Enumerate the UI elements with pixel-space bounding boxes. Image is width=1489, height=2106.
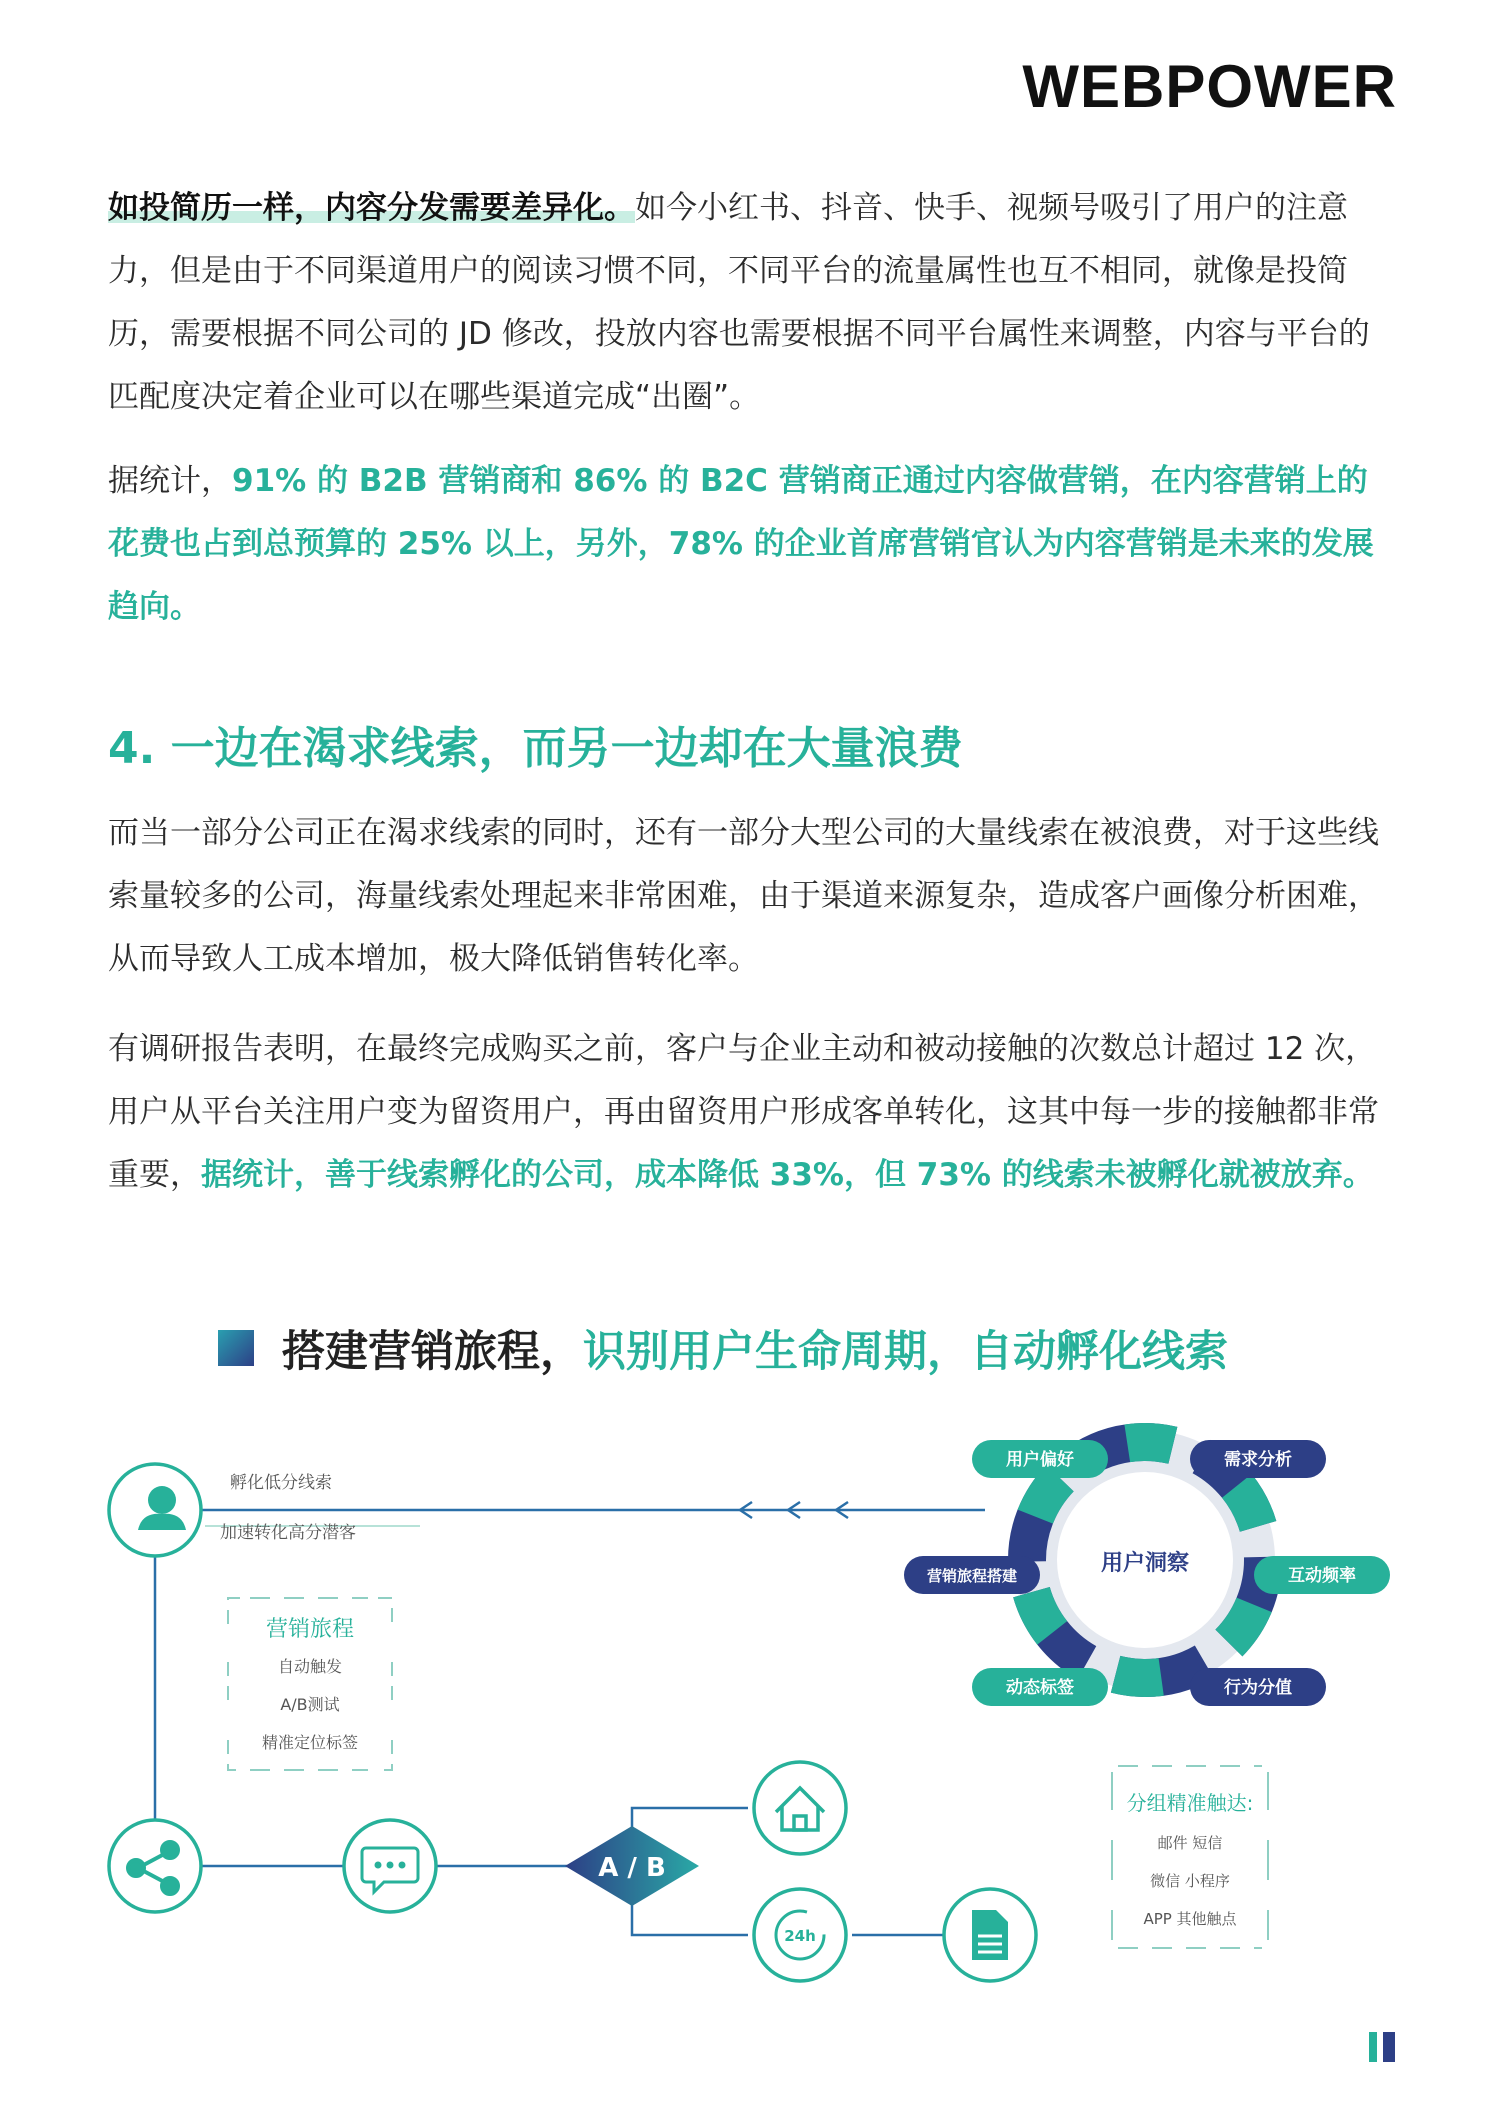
reach-title: 分组精准触达:	[1126, 1791, 1254, 1815]
user-node	[109, 1464, 201, 1556]
chat-node	[344, 1820, 436, 1912]
marketing-journey-diagram	[0, 1400, 1489, 2020]
diagram-banner	[218, 1318, 1228, 1378]
arrow-label-high: 加速转化高分潜客	[220, 1523, 356, 1543]
home-node	[754, 1762, 846, 1854]
pill-demand-analysis	[1190, 1440, 1326, 1478]
paragraph-content-distribution	[108, 177, 1398, 429]
svg-text:行为分值: 行为分值	[1224, 1678, 1292, 1698]
paragraph-research	[108, 1018, 1398, 1207]
banner-text-teal: 识别用户生命周期，自动孵化线索	[583, 1326, 1228, 1377]
clock-node	[754, 1889, 846, 1981]
banner-square-icon	[218, 1330, 254, 1366]
paragraph-statistics	[108, 450, 1398, 639]
paragraph-lead-waste	[108, 802, 1398, 991]
paragraph-text: 而当一部分公司正在渴求线索的同时，还有一部分大型公司的大量线索在被浪费，对于这些线索量较多的公司，海量线索处理起来非常困难，由于渠道来源复杂，造成客户画像分析困难，从而导致人工成本增加，极大降低销售转化率。	[108, 815, 1379, 977]
svg-text:营销旅程搭建: 营销旅程搭建	[926, 1567, 1018, 1585]
arrow-label-low: 孵化低分线索	[230, 1473, 332, 1493]
journey-item: 精准定位标签	[261, 1733, 359, 1752]
paragraph-text: 有调研报告表明，在最终完成购买之前，客户与企业主动和被动接触的次数总计超过 12 次，用户从平台关注用户变为留资用户，再由留资用户形成客单转化，这其中每一步的接触都非常重要，	[108, 1031, 1379, 1193]
document-icon	[972, 1910, 1008, 1960]
pill-interaction-frequency	[1254, 1556, 1390, 1594]
journey-item: 自动触发	[277, 1657, 343, 1676]
reach-item: 微信 小程序	[1150, 1872, 1230, 1890]
ab-test-node	[565, 1826, 699, 1906]
banner-text-dark: 搭建营销旅程，	[282, 1326, 583, 1377]
pill-dynamic-tags	[972, 1668, 1108, 1706]
reach-item: APP 其他触点	[1143, 1910, 1237, 1928]
svg-text:互动频率: 互动频率	[1288, 1566, 1356, 1586]
stat-text: 据统计，善于线索孵化的公司，成本降低 33%，但 73% 的线索未被孵化就被放弃。	[201, 1157, 1374, 1193]
ab-label: A / B	[598, 1853, 666, 1883]
highlight-phrase: 如投简历一样，内容分发需要差异化。	[108, 190, 635, 226]
section-title: 4. 一边在渴求线索，而另一边却在大量浪费	[108, 723, 963, 774]
document-node	[944, 1889, 1036, 1981]
svg-text:动态标签: 动态标签	[1006, 1678, 1074, 1698]
reach-item: 邮件 短信	[1157, 1834, 1223, 1852]
wheel-center-label: 用户洞察	[1100, 1551, 1190, 1576]
user-icon	[148, 1486, 176, 1514]
stat-lead: 据统计，	[108, 463, 232, 499]
svg-text:需求分析: 需求分析	[1224, 1450, 1292, 1470]
reach-box	[1112, 1766, 1268, 1948]
pill-journey-build	[904, 1556, 1040, 1594]
paragraph-text: 如今小红书、抖音、快手、视频号吸引了用户的注意力，但是由于不同渠道用户的阅读习惯不同，不同平台的流量属性也互不相同，就像是投简历，需要根据不同公司的 JD 修改，投放内容也需要根据不同平台属性来调整，内容与平台的匹配度决定着企业可以在哪些渠道完成“出圈”。	[108, 190, 1370, 415]
journey-title: 营销旅程	[265, 1617, 355, 1642]
connector-lines	[155, 1510, 985, 1935]
clock-label: 24h	[784, 1927, 816, 1945]
webpower-logo: WEBPOWER	[1022, 53, 1397, 120]
journey-item: A/B测试	[280, 1695, 340, 1714]
page-marker	[1369, 2032, 1399, 2062]
svg-text:用户偏好: 用户偏好	[1006, 1450, 1074, 1470]
share-node	[109, 1820, 201, 1912]
pill-behavior-score	[1190, 1668, 1326, 1706]
pill-user-preference	[972, 1440, 1108, 1478]
journey-box	[228, 1598, 392, 1770]
stat-text: 91% 的 B2B 营销商和 86% 的 B2C 营销商正通过内容做营销，在内容营销上的花费也占到总预算的 25% 以上，另外，78% 的企业首席营销官认为内容营销是未来的发展趋向。	[108, 463, 1374, 625]
